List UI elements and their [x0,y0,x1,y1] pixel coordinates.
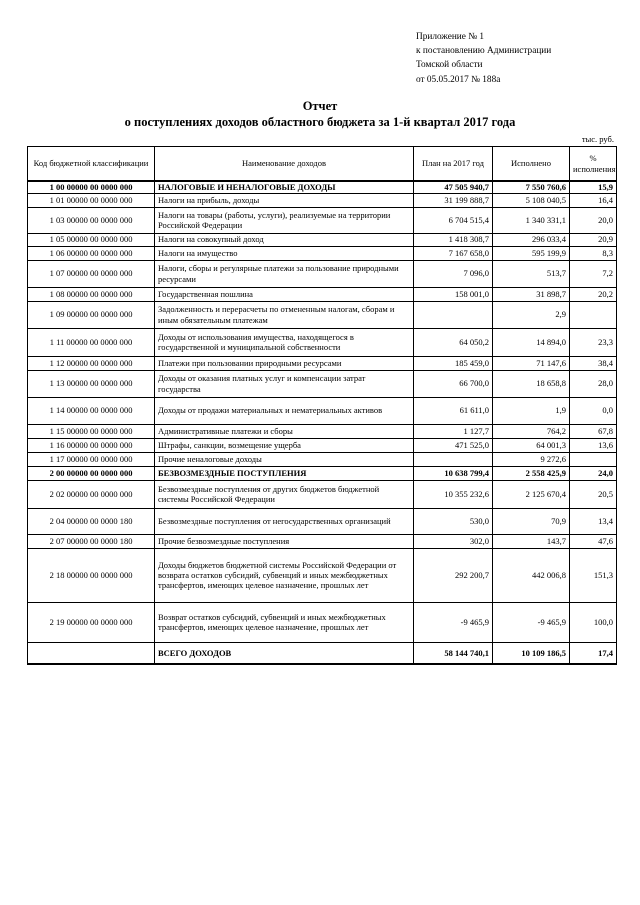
row-pct: 20,0 [570,207,617,233]
row-pct: 67,8 [570,424,617,438]
row-plan: 302,0 [414,534,493,548]
row-name: Безвозмездные поступления от негосударственных организаций [155,508,414,534]
row-code: 1 03 00000 00 0000 000 [28,207,155,233]
row-name: Возврат остатков субсидий, субвенций и иных межбюджетных трансфертов, имеющих целевое назначение, прошлых лет [155,602,414,642]
row-done: 513,7 [493,260,570,287]
row-pct: 17,4 [570,642,617,664]
row-code: 2 07 00000 00 0000 180 [28,534,155,548]
row-name: Прочие безвозмездные поступления [155,534,414,548]
row-code: 2 02 00000 00 0000 000 [28,480,155,508]
row-pct: 23,3 [570,328,617,356]
row-done: 1 340 331,1 [493,207,570,233]
row-name: Налоги на товары (работы, услуги), реализуемые на территории Российской Федерации [155,207,414,233]
table-row [28,193,617,207]
row-pct: 24,0 [570,466,617,480]
row-code: 1 00 00000 00 0000 000 [28,181,155,193]
row-plan: 530,0 [414,508,493,534]
table-row [28,534,617,548]
row-plan: 61 611,0 [414,397,493,424]
row-pct: 28,0 [570,370,617,397]
row-code: 1 01 00000 00 0000 000 [28,193,155,207]
row-code: 1 14 00000 00 0000 000 [28,397,155,424]
row-code: 1 05 00000 00 0000 000 [28,233,155,246]
appendix-line: Приложение № 1 [416,32,485,42]
row-code: 1 11 00000 00 0000 000 [28,328,155,356]
row-done: 296 033,4 [493,233,570,246]
row-pct: 0,0 [570,397,617,424]
row-done: 70,9 [493,508,570,534]
row-name: Государственная пошлина [155,287,414,301]
row-name: Доходы от продажи материальных и нематериальных активов [155,397,414,424]
row-name: Прочие неналоговые доходы [155,452,414,466]
row-code [28,642,155,664]
row-code: 1 17 00000 00 0000 000 [28,452,155,466]
row-name: Доходы от использования имущества, находящегося в государственной и муниципальной собственности [155,328,414,356]
row-done: 31 898,7 [493,287,570,301]
row-done: 10 109 186,5 [493,642,570,664]
header-done: Исполнено [493,147,570,182]
row-plan: 158 001,0 [414,287,493,301]
table-row [28,287,617,301]
appendix-line: к постановлению Администрации [416,46,552,57]
row-name: Штрафы, санкции, возмещение ущерба [155,438,414,452]
row-pct: 20,5 [570,480,617,508]
appendix-line: Томской области [416,60,483,71]
row-code: 1 07 00000 00 0000 000 [28,260,155,287]
row-done: 1,9 [493,397,570,424]
row-code: 1 16 00000 00 0000 000 [28,438,155,452]
row-code: 2 00 00000 00 0000 000 [28,466,155,480]
row-plan: 64 050,2 [414,328,493,356]
row-name: БЕЗВОЗМЕЗДНЫЕ ПОСТУПЛЕНИЯ [155,466,414,480]
row-plan: 292 200,7 [414,548,493,602]
row-code: 1 06 00000 00 0000 000 [28,246,155,260]
table-row [28,548,617,602]
report-subtitle: о поступлениях доходов областного бюджета за 1-й квартал 2017 года [124,115,516,129]
row-plan: 7 096,0 [414,260,493,287]
row-code: 1 13 00000 00 0000 000 [28,370,155,397]
row-plan: 10 355 232,6 [414,480,493,508]
row-done: 64 001,3 [493,438,570,452]
row-pct: 8,3 [570,246,617,260]
row-plan: 58 144 740,1 [414,642,493,664]
row-plan: 66 700,0 [414,370,493,397]
row-plan: 31 199 888,7 [414,193,493,207]
table-row [28,181,617,193]
table-row [28,466,617,480]
table-header-row [28,147,617,182]
appendix-block [416,30,626,87]
row-name: Административные платежи и сборы [155,424,414,438]
header-plan: План на 2017 год [414,147,493,182]
table-row [28,452,617,466]
row-done: 9 272,6 [493,452,570,466]
row-done: 2 558 425,9 [493,466,570,480]
table-row [28,480,617,508]
report-title: Отчет [302,99,338,113]
row-name: Налоги на имущество [155,246,414,260]
row-code: 1 12 00000 00 0000 000 [28,356,155,370]
row-pct [570,452,617,466]
table-row [28,602,617,642]
row-pct: 151,3 [570,548,617,602]
row-plan: 471 525,0 [414,438,493,452]
row-done: 14 894,0 [493,328,570,356]
row-name: Задолженность и перерасчеты по отмененным налогам, сборам и иным обязательным платежам [155,301,414,328]
row-done: 764,2 [493,424,570,438]
row-pct: 13,6 [570,438,617,452]
row-done: 2,9 [493,301,570,328]
row-plan: -9 465,9 [414,602,493,642]
row-code: 1 15 00000 00 0000 000 [28,424,155,438]
table-row [28,233,617,246]
row-plan: 1 127,7 [414,424,493,438]
row-done: 5 108 040,5 [493,193,570,207]
row-pct: 38,4 [570,356,617,370]
row-name: Налоги, сборы и регулярные платежи за пользование природными ресурсами [155,260,414,287]
row-name: ВСЕГО ДОХОДОВ [155,642,414,664]
row-plan [414,301,493,328]
table-row [28,328,617,356]
table-row [28,246,617,260]
row-plan: 6 704 515,4 [414,207,493,233]
row-done: 2 125 670,4 [493,480,570,508]
row-plan: 47 505 940,7 [414,181,493,193]
row-name: НАЛОГОВЫЕ И НЕНАЛОГОВЫЕ ДОХОДЫ [155,181,414,193]
row-name: Безвозмездные поступления от других бюджетов бюджетной системы Российской Федерации [155,480,414,508]
revenue-table [27,146,617,665]
row-done: 143,7 [493,534,570,548]
row-done: -9 465,9 [493,602,570,642]
row-done: 7 550 760,6 [493,181,570,193]
table-row [28,424,617,438]
table-row [28,508,617,534]
row-done: 442 006,8 [493,548,570,602]
units-label: тыс. руб. [581,134,614,144]
row-pct: 20,2 [570,287,617,301]
row-name: Налоги на прибыль, доходы [155,193,414,207]
row-plan: 10 638 799,4 [414,466,493,480]
row-pct: 100,0 [570,602,617,642]
appendix-line: от 05.05.2017 № 188а [416,74,501,85]
row-name: Доходы от оказания платных услуг и компенсации затрат государства [155,370,414,397]
row-code: 1 08 00000 00 0000 000 [28,287,155,301]
row-done: 18 658,8 [493,370,570,397]
table-row [28,207,617,233]
row-code: 2 19 00000 00 0000 000 [28,602,155,642]
table-row [28,642,617,664]
header-pct: % исполнения [570,147,617,182]
row-pct: 15,9 [570,181,617,193]
row-name: Доходы бюджетов бюджетной системы Российской Федерации от возврата остатков субсидий, субвенций и иных межбюджетных трансфертов, имеющих целевое назначение, прошлых лет [155,548,414,602]
row-name: Налоги на совокупный доход [155,233,414,246]
table-row [28,397,617,424]
table-row [28,260,617,287]
row-pct: 16,4 [570,193,617,207]
header-code: Код бюджетной классификации [28,147,155,182]
row-plan: 1 418 308,7 [414,233,493,246]
row-plan: 185 459,0 [414,356,493,370]
row-pct: 20,9 [570,233,617,246]
row-pct [570,301,617,328]
table-row [28,370,617,397]
row-name: Платежи при пользовании природными ресурсами [155,356,414,370]
row-code: 1 09 00000 00 0000 000 [28,301,155,328]
header-name: Наименование доходов [155,147,414,182]
row-pct: 47,6 [570,534,617,548]
table-row [28,356,617,370]
row-plan: 7 167 658,0 [414,246,493,260]
row-code: 2 18 00000 00 0000 000 [28,548,155,602]
row-plan [414,452,493,466]
table-row [28,301,617,328]
row-done: 71 147,6 [493,356,570,370]
row-pct: 13,4 [570,508,617,534]
row-code: 2 04 00000 00 0000 180 [28,508,155,534]
table-row [28,438,617,452]
row-pct: 7,2 [570,260,617,287]
row-done: 595 199,9 [493,246,570,260]
